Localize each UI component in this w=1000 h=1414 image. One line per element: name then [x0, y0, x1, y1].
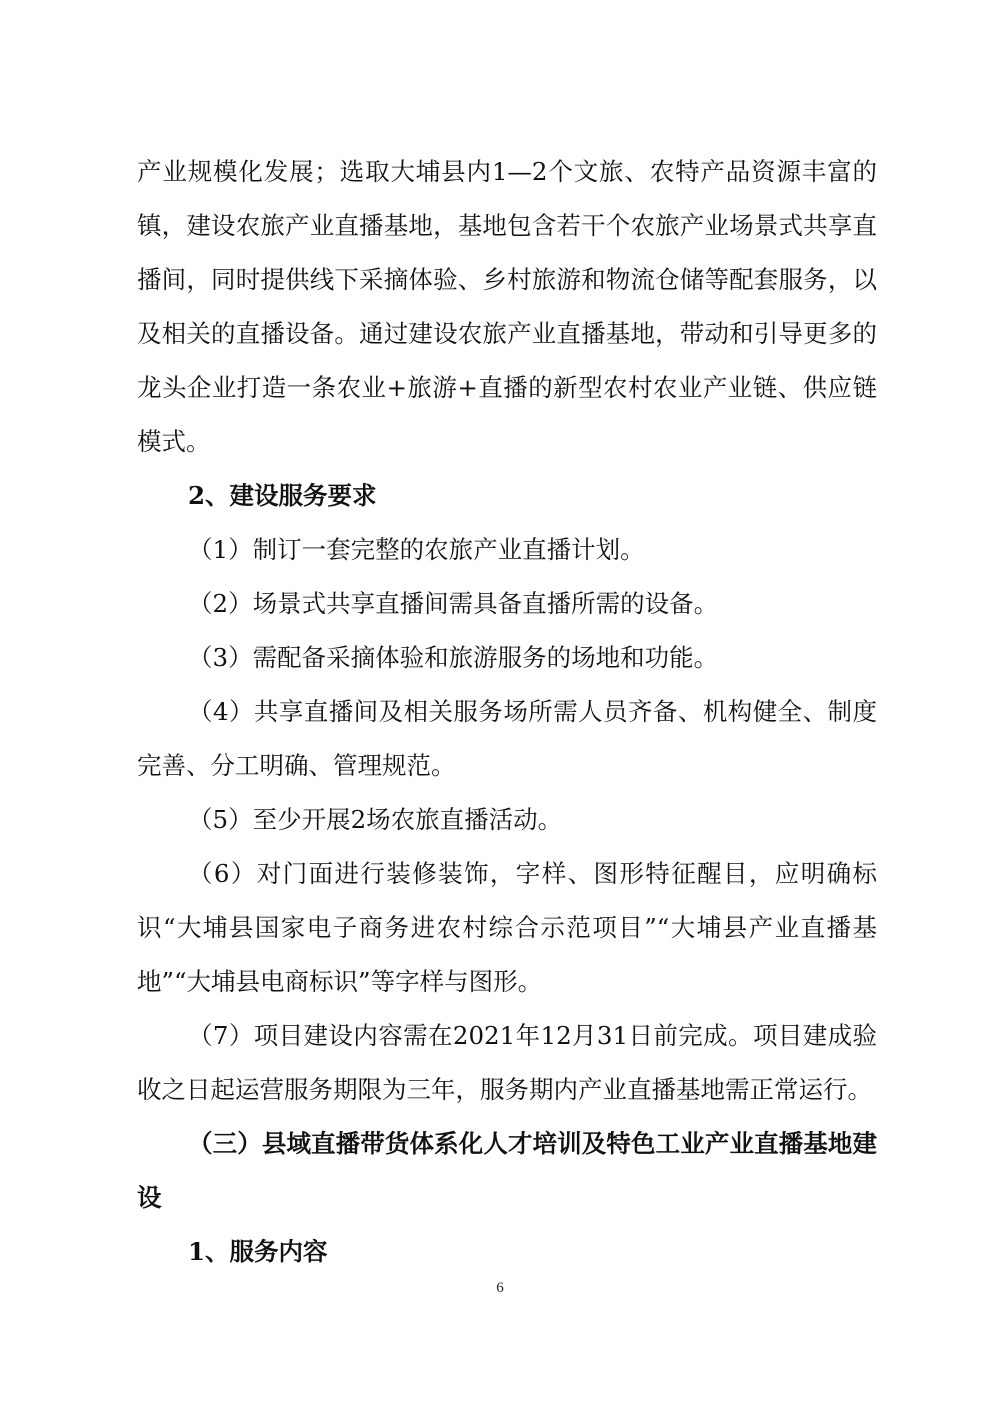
requirement-item-7: （7）项目建设内容需在2021年12月31日前完成。项目建成验收之日起运营服务期限为三年，服务期内产业直播基地需正常运行。	[137, 1021, 877, 1104]
heading-construction-requirements: 2、建设服务要求	[188, 481, 377, 510]
service-content-heading: 1、服务内容	[188, 1237, 328, 1266]
page-number: 6	[496, 1280, 504, 1296]
continued-paragraph: 产业规模化发展；选取大埔县内1—2个文旅、农特产品资源丰富的镇，建设农旅产业直播基地，基地包含若干个农旅产业场景式共享直播间，同时提供线下采摘体验、乡村旅游和物流仓储等配套服务，以及相关的直播设备。通过建设农旅产业直播基地，带动和引导更多的龙头企业打造一条农业+旅游+直播的新型农村农业产业链、供应链模式。	[137, 157, 877, 456]
requirement-item-3: （3）需配备采摘体验和旅游服务的场地和功能。	[188, 643, 719, 672]
requirement-item-2: （2）场景式共享直播间需具备直播所需的设备。	[188, 589, 719, 618]
document-body	[137, 145, 877, 1279]
requirement-item-4: （4）共享直播间及相关服务场所需人员齐备、机构健全、制度完善、分工明确、管理规范。	[137, 697, 877, 780]
requirement-item-5: （5）至少开展2场农旅直播活动。	[188, 805, 563, 834]
requirement-item-6: （6）对门面进行装修装饰，字样、图形特征醒目，应明确标识“大埔县国家电子商务进农村综合示范项目”“大埔县产业直播基地”“大埔县电商标识”等字样与图形。	[137, 859, 877, 996]
section-3-heading: （三）县域直播带货体系化人才培训及特色工业产业直播基地建设	[137, 1129, 877, 1212]
requirement-item-1: （1）制订一套完整的农旅产业直播计划。	[188, 535, 645, 564]
